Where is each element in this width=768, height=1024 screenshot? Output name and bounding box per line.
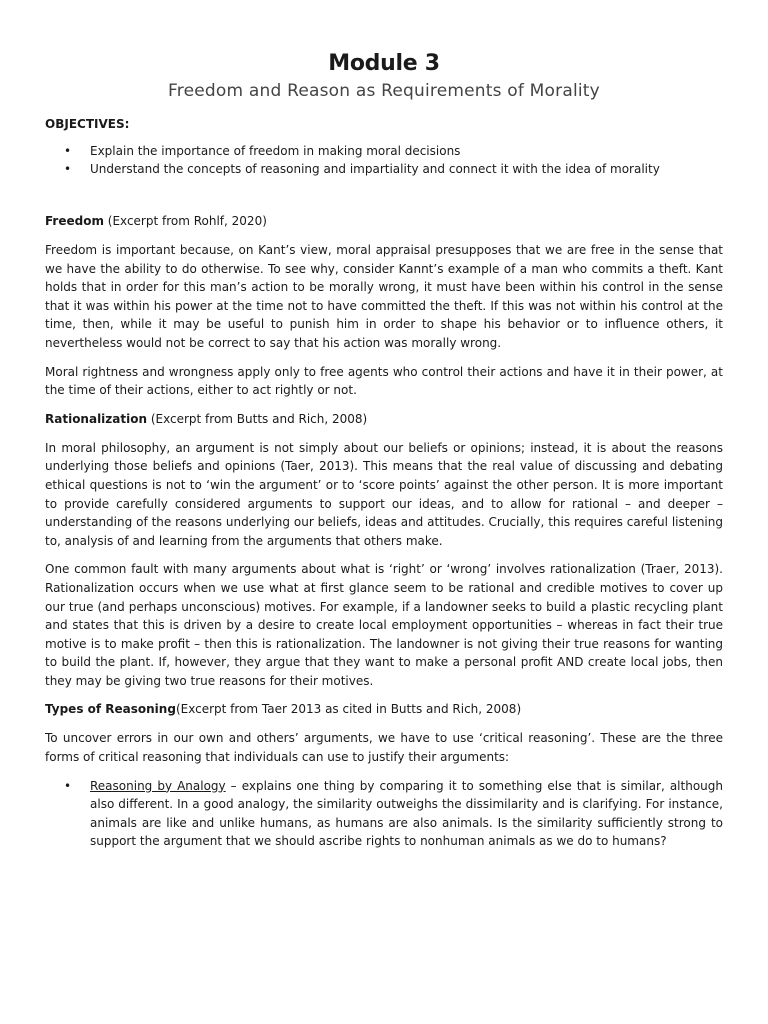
rationalization-paragraph: In moral philosophy, an argument is not simply about our beliefs or opinions; instead, it is about the reasons underlying those beliefs and opinions (Taer, 2013). This means that the real value of discussing and debating ethical questions is not to ‘win the argument’ or to ‘score points’ against the other person. It is more important to provide carefully considered arguments to support our ideas, and to allow for rational – and deeper –understanding of the reasons underlying our beliefs, ideas and attitudes. Crucially, this requires careful listening to, analysis of and learning from the arguments that others make.: [45, 440, 723, 548]
types-of-reasoning-heading-source: (Excerpt from Taer 2013 as cited in Butts and Rich, 2008): [175, 702, 522, 717]
types-of-reasoning-heading-title: Types of Reasoning: [45, 702, 176, 717]
types-of-reasoning-intro: To uncover errors in our own and others’ arguments, we have to use ‘critical reasoning’. These are the three forms of critical reasoning that individuals can use to justify their arguments:: [45, 731, 723, 765]
module-subtitle: Freedom and Reason as Requirements of Morality: [168, 81, 600, 101]
reasoning-type-item: [90, 777, 723, 851]
objective-item: • Understand the concepts of reasoning and impartiality and connect it with the idea of morality: [90, 160, 723, 178]
freedom-heading-title: Freedom: [45, 214, 104, 228]
freedom-paragraph: Freedom is important because, on Kant’s view, moral appraisal presupposes that we are free in the sense that we have the ability to do otherwise. To see why, consider Kannt’s example of a man who commits a theft. Kant holds that in order for this man’s action to be morally wrong, it must have been within his control in the sense that it was within his power at the time not to have committed the theft. If this was not within his control at the time, then, while it may be useful to punish him in order to shape his behavior or to influence others, it nevertheless would not be correct to say that his action was morally wrong.: [45, 243, 723, 350]
rationalization-heading: [45, 410, 723, 428]
rationalization-heading-source: (Excerpt from Butts and Rich, 2008): [147, 411, 368, 426]
reasoning-type-term: Reasoning by Analogy: [90, 778, 226, 793]
rationalization-heading-title: Rationalization: [45, 411, 148, 426]
freedom-heading-source: (Excerpt from Rohlf, 2020): [103, 214, 267, 228]
objectives-list: [45, 142, 723, 178]
objectives-heading: OBJECTIVES:: [45, 117, 130, 131]
types-of-reasoning-heading: [45, 700, 723, 718]
reasoning-types-list: [45, 777, 723, 851]
rationalization-paragraph: One common fault with many arguments about what is ‘right’ or ‘wrong’ involves rationalization (Traer, 2013). Rationalization occurs when we use what at first glance seem to be rational and credible motives to cover up our true (and perhaps unconscious) motives. For example, if a landowner seeks to build a plastic recycling plant and states that this is driven by a desire to create local employment opportunities – whereas in fact their true motive is to make profit – then this is rationalization. The landowner is not giving their true reasons for wanting to build the plant. If, however, they argue that they want to make a personal profit AND create local jobs, then they may be giving two true reasons for their motives.: [45, 562, 723, 688]
freedom-paragraph: Moral rightness and wrongness apply only to free agents who control their actions and have it in their power, at the time of their actions, either to act rightly or not.: [45, 364, 723, 398]
document-page: [45, 50, 723, 851]
freedom-heading: [45, 212, 723, 230]
module-title: Module 3: [328, 51, 440, 76]
reasoning-type-text: – explains one thing by comparing it to something else that is similar, although also different. In a good analogy, the similarity outweighs the dissimilarity and is clarifying. For instance, animals are like and unlike humans, as humans are also animals. Is the similarity sufficiently strong to support the argument that we should ascribe rights to nonhuman animals as we do to humans?: [90, 778, 723, 849]
objective-item: • Explain the importance of freedom in making moral decisions: [90, 142, 723, 160]
